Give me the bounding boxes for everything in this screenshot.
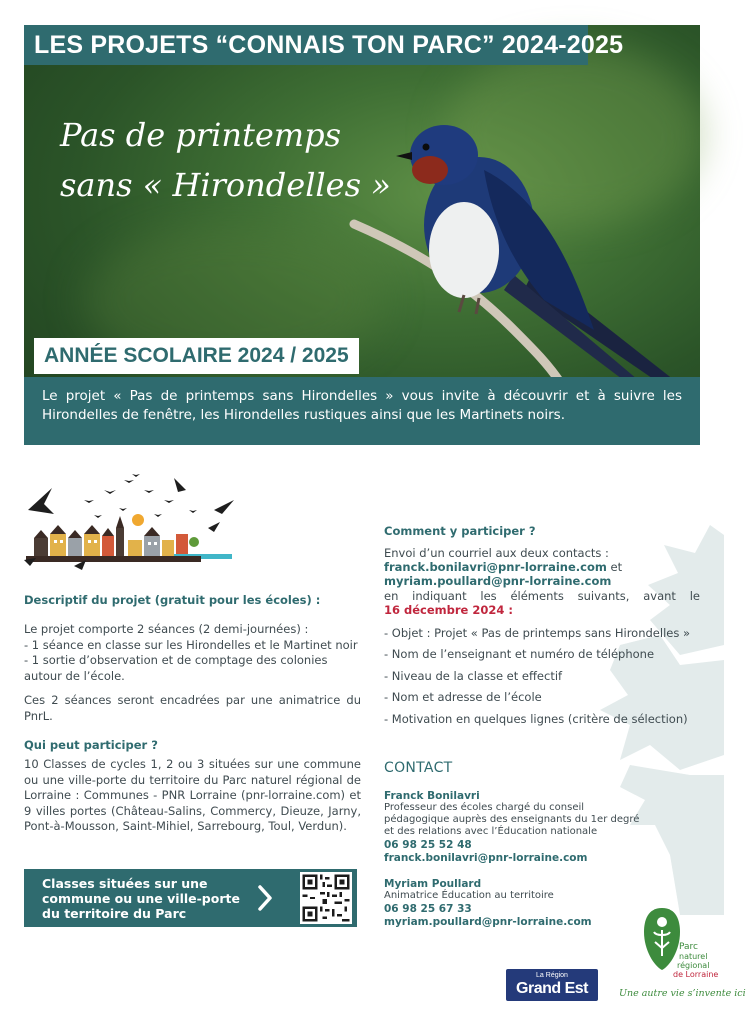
descriptif-line: - 1 sortie d’observation et de comptage des colonies	[24, 653, 328, 667]
participation-intro: Envoi d’un courriel aux deux contacts :	[384, 546, 609, 560]
contact-role-line: Professeur des écoles chargé du conseil	[384, 802, 585, 813]
cta-line: du territoire du Parc	[42, 906, 187, 921]
indicating-text: en indiquant les éléments suivants, avant le	[384, 589, 700, 603]
contact-role-line: pédagogique auprès des enseignants du 1er degré	[384, 814, 640, 825]
intro-band: Le projet « Pas de printemps sans Hirondelles » vous invite à découvrir et à suivre les Hirondelles de fenêtre, les Hirondelles rustiques ainsi que les Martinets noirs.	[24, 377, 700, 445]
qr-code-icon[interactable]	[300, 872, 352, 924]
descriptif-line: Le projet comporte 2 séances (2 demi-journées) :	[24, 622, 309, 636]
descriptif-note: Ces 2 séances seront encadrées par une animatrice du PnrL.	[24, 693, 361, 723]
pnr-line: Parc	[679, 942, 698, 952]
region-logo-small: La Région	[536, 972, 568, 979]
cta-line: commune ou une ville-porte	[42, 891, 240, 906]
hero-banner	[24, 25, 700, 445]
descriptif-line: - 1 séance en classe sur les Hirondelles et le Martinet noir	[24, 637, 358, 652]
contact-email[interactable]: franck.bonilavri@pnr-lorraine.com	[384, 852, 588, 864]
contact-phone[interactable]: 06 98 25 67 33	[384, 903, 472, 915]
descriptif-line: autour de l’école.	[24, 668, 125, 683]
script-title-line: Pas de printemps	[60, 116, 342, 154]
cta-line: Classes situées sur une	[42, 876, 208, 891]
school-year-badge: ANNÉE SCOLAIRE 2024 / 2025	[34, 338, 359, 374]
script-title-line: sans « Hirondelles »	[60, 166, 391, 204]
pnr-tagline: Une autre vie s’invente ici	[619, 988, 746, 999]
list-item: - Niveau de la classe et effectif	[384, 669, 563, 683]
email-link-myriam[interactable]: myriam.poullard@pnr-lorraine.com	[384, 574, 612, 588]
page-title: LES PROJETS “CONNAIS TON PARC” 2024-2025	[24, 25, 588, 65]
pnr-line: de Lorraine	[673, 970, 719, 979]
territory-link-button[interactable]	[24, 869, 357, 927]
list-item: - Nom de l’enseignant et numéro de téléphone	[384, 647, 655, 661]
pnr-line: naturel	[679, 952, 708, 961]
contact-phone[interactable]: 06 98 25 52 48	[384, 839, 472, 851]
descriptif-title: Descriptif du projet (gratuit pour les écoles) :	[24, 593, 321, 607]
contact-name: Franck Bonilavri	[384, 790, 480, 802]
participants-title: Qui peut participer ?	[24, 738, 158, 752]
region-grand-est-logo	[506, 969, 598, 1001]
deadline-date: 16 décembre 2024 :	[384, 603, 513, 617]
contact-heading: CONTACT	[384, 760, 453, 776]
descriptif-body	[24, 622, 358, 684]
region-logo-big: Grand Est	[516, 980, 588, 997]
contact-name: Myriam Poullard	[384, 878, 482, 890]
project-script-title	[60, 110, 391, 210]
list-item: - Nom et adresse de l’école	[384, 690, 542, 704]
list-item: - Motivation en quelques lignes (critère de sélection)	[384, 712, 688, 726]
contact-role-line: et des relations avec l’Éducation nationale	[384, 826, 598, 837]
email-line-1	[384, 560, 622, 574]
chevron-right-icon[interactable]	[256, 883, 274, 913]
contact-role-line: Animatrice Éducation au territoire	[384, 890, 554, 901]
participants-text: 10 Classes de cycles 1, 2 ou 3 situées sur une commune ou une ville-porte du territoire du Parc naturel régional de Lorraine : Communes - PNR Lorraine (pnr-lorraine.com) et 9 villes portes (Château-Salins, Commercy, Dieuze, Jarny, Pont-à-Mousson, Saint-Mihiel, Sarrebourg, Toul, Verdun).	[24, 757, 361, 833]
participation-title: Comment y participer ?	[384, 524, 536, 538]
and-text: et	[606, 560, 623, 574]
contact-email[interactable]: myriam.poullard@pnr-lorraine.com	[384, 916, 592, 928]
pnr-line: régional	[677, 961, 710, 970]
pnr-lorraine-logo	[642, 906, 682, 972]
swallows-village-illustration	[24, 470, 239, 575]
email-link-franck[interactable]: franck.bonilavri@pnr-lorraine.com	[384, 560, 607, 574]
list-item: - Objet : Projet « Pas de printemps sans Hirondelles »	[384, 626, 691, 640]
swallow-photo	[344, 100, 694, 390]
cta-label	[42, 876, 240, 921]
